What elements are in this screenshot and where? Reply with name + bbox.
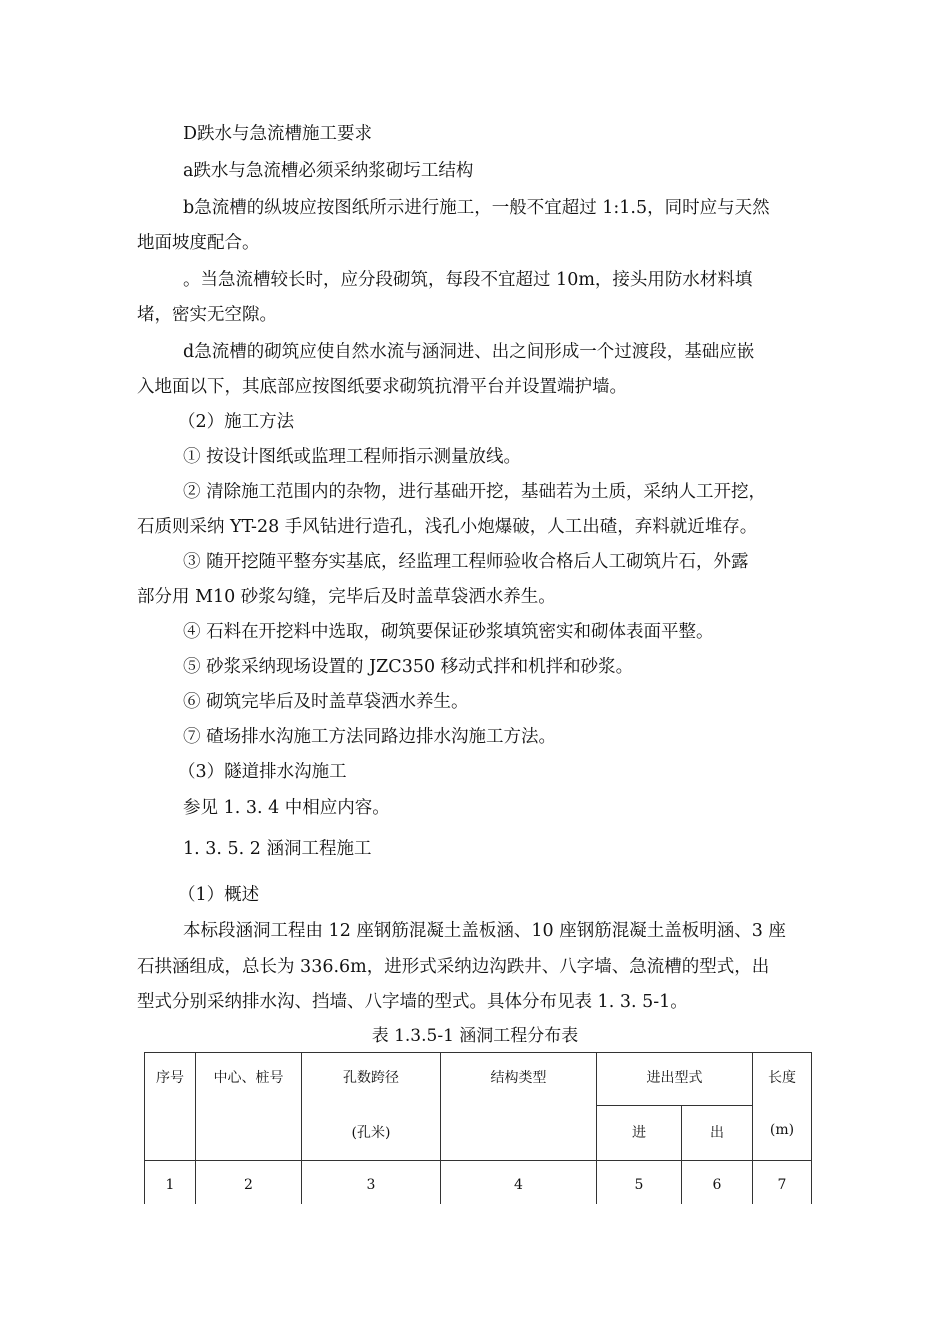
paragraph-d-line1: d急流槽的砌筑应使自然水流与涵洞进、出之间形成一个过渡段，基础应嵌: [183, 342, 755, 362]
table-header-row: [145, 1053, 812, 1106]
overview-line1: 本标段涵洞工程由 12 座钢筋混凝土盖板涵、10 座钢筋混凝土盖板明涵、3 座: [183, 921, 786, 941]
paragraph-b-line1: b急流槽的纵坡应按图纸所示进行施工，一般不宜超过 1:1.5，同时应与天然: [183, 198, 770, 218]
index-cell: 5: [597, 1161, 682, 1216]
step-6: ⑥ 砌筑完毕后及时盖草袋洒水养生。: [183, 692, 469, 712]
section-culvert: 1. 3. 5. 2 涵洞工程施工: [183, 839, 372, 859]
header-out: 出: [682, 1106, 753, 1161]
step-4: ④ 石料在开挖料中选取，砌筑要保证砂浆填筑密实和砌体表面平整。: [183, 622, 714, 642]
step-2-line1: ② 清除施工范围内的杂物，进行基础开挖，基础若为土质，采纳人工开挖，: [183, 482, 767, 502]
header-inout: 进出型式: [597, 1053, 753, 1106]
page-bottom-margin: [0, 1204, 950, 1344]
section-overview: （1）概述: [178, 885, 260, 905]
index-cell: 3: [302, 1161, 441, 1216]
step-7: ⑦ 碴场排水沟施工方法同路边排水沟施工方法。: [183, 727, 557, 747]
index-cell: 7: [753, 1161, 812, 1216]
paragraph-a: a跌水与急流槽必须采纳浆砌圬工结构: [183, 161, 474, 181]
paragraph-d-line2: 入地面以下，其底部应按图纸要求砌筑抗滑平台并设置端护墙。: [137, 377, 627, 397]
step-1: ① 按设计图纸或监理工程师指示测量放线。: [183, 447, 522, 467]
overview-line3: 型式分别采纳排水沟、挡墙、八字墙的型式。具体分布见表 1. 3. 5-1。: [137, 992, 688, 1012]
step-3-line2: 部分用 M10 砂浆勾缝，完毕后及时盖草袋洒水养生。: [137, 587, 556, 607]
header-station: 中心、桩号: [196, 1053, 302, 1161]
step-5: ⑤ 砂浆采纳现场设置的 JZC350 移动式拌和机拌和砂浆。: [183, 657, 634, 677]
header-length-unit: (m): [753, 1106, 812, 1161]
overview-line2: 石拱涵组成，总长为 336.6m，进形式采纳边沟跌井、八字墙、急流槽的型式，出: [137, 957, 770, 977]
heading-d: D跌水与急流槽施工要求: [183, 124, 373, 144]
section-tunnel-drainage: （3）隧道排水沟施工: [178, 762, 347, 782]
index-cell: 4: [441, 1161, 597, 1216]
header-structure: 结构类型: [441, 1053, 597, 1161]
paragraph-b-line2: 地面坡度配合。: [137, 233, 260, 253]
header-in: 进: [597, 1106, 682, 1161]
table-caption: 表 1.3.5-1 涵洞工程分布表: [371, 1026, 579, 1046]
header-length: 长度: [753, 1053, 812, 1106]
paragraph-c-line2: 堵，密实无空隙。: [137, 305, 277, 325]
index-cell: 2: [196, 1161, 302, 1216]
step-3-line1: ③ 随开挖随平整夯实基底，经监理工程师验收合格后人工砌筑片石，外露: [183, 552, 749, 572]
index-cell: 1: [145, 1161, 196, 1216]
step-2-line2: 石质则采纳 YT-28 手风钻进行造孔，浅孔小炮爆破，人工出碴，弃料就近堆存。: [137, 517, 758, 537]
header-span: 孔数跨径: [302, 1053, 441, 1106]
paragraph-c-line1: 。当急流槽较长时，应分段砌筑，每段不宜超过 10m，接头用防水材料填: [183, 270, 753, 290]
reference-note: 参见 1. 3. 4 中相应内容。: [183, 798, 390, 818]
section-construction-method: （2）施工方法: [178, 412, 295, 432]
index-cell: 6: [682, 1161, 753, 1216]
header-seq: 序号: [145, 1053, 196, 1161]
header-span-unit: (孔米): [302, 1106, 441, 1161]
